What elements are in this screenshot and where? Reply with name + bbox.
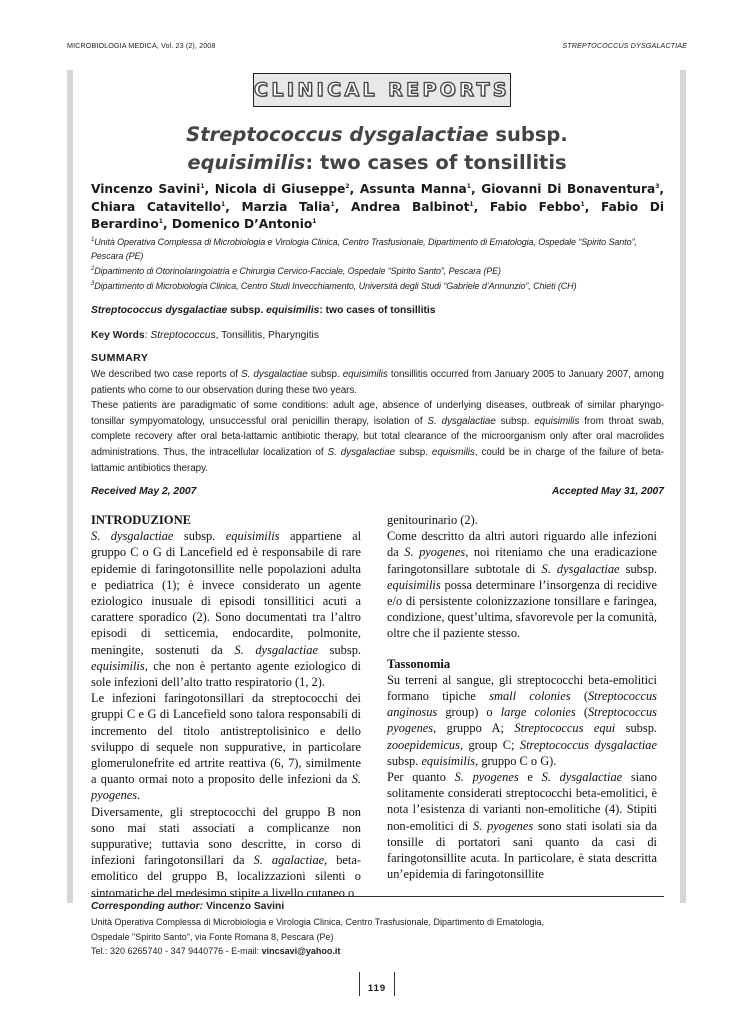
author-list: Vincenzo Savini$^1$, Nicola di Giuseppe$^2$, Assunta Manna$^1$, Giovanni Di Bonaventura$^3$, Chiara Catavitello$^1$, Marzia Talia$^1$, Andrea Balbinot$^1$, Fabio Febbo$^1$, Fabio Di Berardino$^1$, Domenico D’Antonio$^1$ — [91, 182, 665, 231]
section-heading-introduzione: INTRODUZIONE — [91, 513, 192, 527]
body-paragraph: Su terreni al sangue, gli streptococchi beta-emolitici formano tipiche small colonies (Streptococcus anginosus group) o large colonies (Streptococcus pyogenes, gruppo A; Streptococcus equi subsp. zooepidemicus, group C; Streptococcus dysgalactiae subsp. equisimilis, gruppo C o G). — [387, 672, 657, 768]
body-paragraph: Come descritto da altri autori riguardo alle infezioni da S. pyogenes, noi riteniamo che una eradicazione faringotonsillare subtotale di S. dysgalactiae subsp. equisimilis possa determinare l’insorgenza di recidive e/o di persistente colonizzazione tonsillare e faringea, condizione, quest’ultima, sfavorevole per la comunità, oltre che il paziente stesso. — [387, 529, 657, 641]
footnote-divider — [91, 896, 664, 897]
author: Chiara Catavitello$^1$ — [91, 199, 226, 214]
summary-paragraph: We described two case reports of S. dysgalactiae subsp. equisimilis tonsillitis occurred from January 2005 to January 2007, among patients who come to our observation during these two years. — [91, 369, 664, 396]
author: Nicola di Giuseppe$^2$ — [214, 182, 350, 196]
keywords: Key Words: Streptococcus, Tonsillitis, Pharyngitis — [91, 330, 319, 341]
author: Marzia Talia$^1$ — [241, 199, 335, 214]
section-banner-label: CLINICAL REPORTS — [254, 79, 510, 101]
body-paragraph: Le infezioni faringotonsillari da streptococchi dei gruppi C e G di Lancefield sono talora responsabili di incremento del titolo antistreptolisinico e dello sviluppo di sequele non suppurative, in particolare glomerulonefrite ed artrite reattiva (6, 7), similmente a quanto ormai noto a proposito delle infezioni da S. pyogenes. — [91, 691, 361, 803]
author: Domenico D’Antonio$^1$ — [171, 217, 317, 231]
accepted-date: Accepted May 31, 2007 — [551, 486, 664, 497]
page-number-label: 119 — [367, 983, 387, 994]
section-banner — [253, 73, 511, 107]
received-date: Received May 2, 2007 — [91, 486, 197, 497]
author: Vincenzo Savini$^1$ — [91, 182, 205, 196]
right-margin-bar — [680, 70, 686, 903]
body-paragraph: genitourinario (2). — [387, 513, 478, 527]
title-subspecies: equisimilis — [187, 151, 306, 174]
title-organism: Streptococcus dysgalactiae — [186, 123, 489, 146]
running-title: STREPTOCOCCUS DYSGALACTIAE — [562, 41, 687, 50]
page-number — [359, 972, 395, 996]
affiliation-list — [91, 236, 666, 295]
body-column-right — [387, 512, 657, 882]
affiliation: $^3$Dipartimento di Microbiologia Clinica, Centro Studi Invecchiamento, Università degli Studi “Gabriele d’Annunzio”, Chieti (CH) — [91, 280, 577, 291]
left-margin-bar — [67, 70, 73, 903]
journal-citation: MICROBIOLOGIA MEDICA, Vol. 23 (2), 2008 — [67, 41, 216, 50]
corresponding-address-line: Ospedale "Spirito Santo", via Fonte Romana 8, Pescara (Pe) — [91, 931, 334, 942]
body-paragraph: S. dysgalactiae subsp. equisimilis appartiene al gruppo C o G di Lancefield ed è responsabile di rare epidemie di faringotonsillite nelle popolazioni adulta e pediatrica (1); è invece considerato un agente eziologico inusuale di episodi tonsillitici acuti a carattere sporadico (2). Sono documentati tra l’altro episodi di setticemia, endocardite, polmonite, meningite, sostenuti da S. dysgalactiae subsp. equisimilis, che non è pertanto agente eziologico di sole infezioni dell’alto tratto respiratorio (1, 2). — [91, 529, 362, 690]
paragraph-gap — [387, 642, 657, 656]
corresponding-contact-line: Tel.: 320 6265740 - 347 9440776 - E-mail: vincsavi@yahoo.it — [91, 946, 341, 957]
keywords-label: Key Words — [91, 330, 145, 341]
summary-heading: SUMMARY — [91, 352, 149, 364]
english-title: Streptococcus dysgalactiae subsp. equisimilis: two cases of tonsillitis — [91, 305, 436, 316]
author: Fabio Di Berardino$^1$ — [91, 199, 665, 231]
corresponding-address-line: Unità Operativa Complessa di Microbiologia e Virologia Clinica, Centro Trasfusionale, Dipartimento di Ematologia, — [91, 916, 545, 927]
author: Andrea Balbinot$^1$ — [350, 199, 474, 214]
author: Fabio Febbo$^1$ — [489, 199, 585, 214]
section-heading-tassonomia: Tassonomia — [387, 656, 451, 671]
article-title — [80, 121, 674, 177]
affiliation: $^2$Dipartimento di Otorinolaringoiatria e Chirurgia Cervico-Facciale, Ospedale “Spirito Santo”, Pescara (PE) — [91, 265, 501, 276]
affiliation: $^1$Unità Operativa Complessa di Microbiologia e Virologia Clinica, Centro Trasfusionale, Dipartimento di Ematologia, Ospedale “Spirito Santo”, Pescara (PE) — [91, 237, 637, 261]
body-column-left — [91, 512, 361, 901]
summary-paragraph: These patients are paradigmatic of some conditions: adult age, absence of underlying diseases, outbreak of similar pharyngo-tonsillar sympyomatology, unsuccessful oral penicillin therapy, isolation of S. dysgalactiae subsp. equisimilis from throat swab, complete recovery after oral beta-lattamic antibiotic therapy, but total clearance of the microorganism only after oral macrolides administrations. Thus, the intracellular localization of S. dysgalactiae subsp. equismilis, could be in charge of the failure of beta-lattamic antibiotics therapy. — [91, 400, 664, 474]
title-rest: : two cases of tonsillitis — [305, 151, 567, 174]
title-subsp: subsp. — [488, 123, 568, 146]
body-paragraph: Diversamente, gli streptococchi del gruppo B non sono mai stati associati a complicanze non suppurative; tuttavia sono descritte, in corso di infezioni faringotonsillari da S. agalactiae, beta-emolitico del gruppo B, localizzazioni silenti o sintomatiche del medesimo stipite a livello cutaneo o — [91, 804, 361, 900]
corresponding-author-heading: Corresponding author: Vincenzo Savini — [91, 901, 285, 912]
author: Assunta Manna$^1$ — [359, 182, 471, 196]
summary-text — [91, 367, 664, 476]
corresponding-author — [91, 900, 544, 959]
body-paragraph: Per quanto S. pyogenes e S. dysgalactiae siano solitamente considerati streptococchi beta-emolitici, è nota l’esistenza di varianti non-emolitiche (4). Stipiti non-emolitici di S. pyogenes sono stati isolati sia da tonsille di portatori sani quanto da casi di faringotonsillite acuta. In particolare, è stata descritta un’epidemia di faringotonsillite — [387, 770, 658, 882]
email-link[interactable]: vincsavi@yahoo.it — [261, 946, 341, 957]
author: Giovanni Di Bonaventura$^3$ — [481, 182, 660, 196]
